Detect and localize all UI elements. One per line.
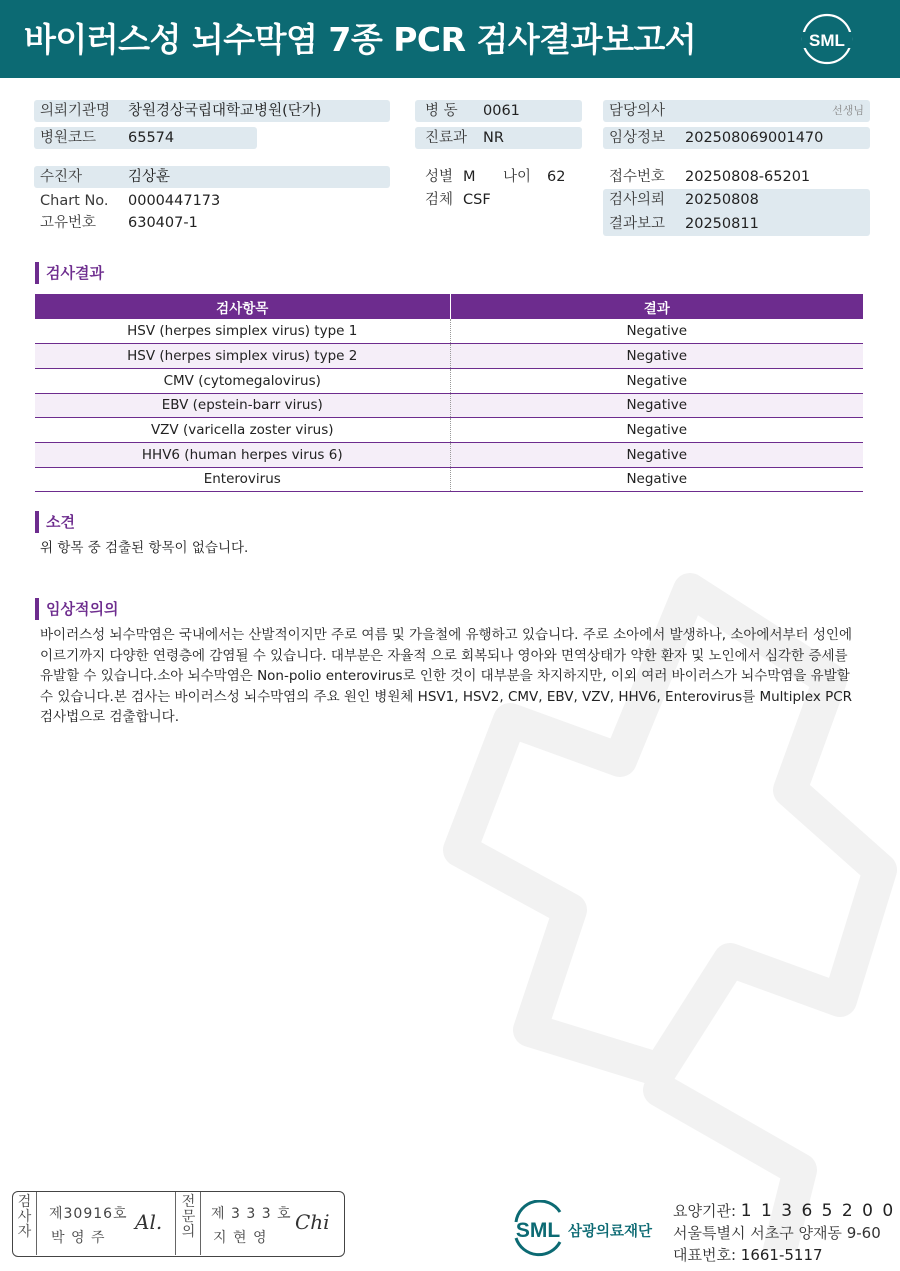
table-row xyxy=(35,368,863,393)
specimen-field xyxy=(415,189,582,211)
institution-code-label: 요양기관: xyxy=(673,1202,737,1220)
row-result: Negative xyxy=(450,467,863,492)
ward-field xyxy=(415,100,582,122)
sex-label: 성별 xyxy=(425,169,454,185)
clinical-line: 검사법으로 검출합니다. xyxy=(40,709,179,725)
ward-value: 0061 xyxy=(483,103,520,119)
chart-no-label: Chart No. xyxy=(40,193,109,209)
doctor-field xyxy=(603,100,870,122)
hospital-code-label: 병원코드 xyxy=(40,130,97,146)
signature-divider xyxy=(175,1192,176,1255)
table-row xyxy=(35,467,863,492)
findings-section-title: 소견 xyxy=(35,511,75,533)
clinical-line: 바이러스성 뇌수막염은 국내에서는 산발적이지만 주로 여름 및 가을철에 유행하고 있습니다. 주로 소아에서 발생하나, 소아에서부터 성인에 xyxy=(40,627,852,643)
department-field xyxy=(415,127,582,149)
examiner-license: 제30916호 xyxy=(49,1206,128,1222)
specialist-role: 전문의 xyxy=(177,1192,201,1255)
sml-logo-icon xyxy=(800,12,854,66)
signature-box xyxy=(12,1191,345,1257)
results-table xyxy=(35,294,863,492)
report-date-value: 20250811 xyxy=(685,216,759,232)
row-result: Negative xyxy=(450,368,863,393)
doctor-label: 담당의사 xyxy=(609,103,666,119)
examiner-name: 박 영 주 xyxy=(51,1230,106,1246)
request-date-label: 검사의뢰 xyxy=(609,192,666,208)
chart-no-value: 0000447173 xyxy=(128,193,221,209)
row-item: HSV (herpes simplex virus) type 2 xyxy=(35,344,450,369)
column-header-result: 결과 xyxy=(450,294,863,319)
department-label: 진료과 xyxy=(425,130,468,146)
patient-field xyxy=(34,166,390,188)
clinical-info-value: 202508069001470 xyxy=(685,130,824,146)
row-item: CMV (cytomegalovirus) xyxy=(35,368,450,393)
results-section-title: 검사결과 xyxy=(35,262,104,284)
age-label: 나이 xyxy=(503,169,532,185)
institution-value: 창원경상국립대학교병원(단가) xyxy=(128,103,322,119)
specimen-value: CSF xyxy=(463,192,491,208)
specialist-signature: Chi xyxy=(295,1210,330,1234)
clinical-line: 이르기까지 다양한 연령층에 감염될 수 있습니다. 대부분은 자율적 으로 회복되나 영아와 면역상태가 약한 환자 및 노인에서 심각한 증세를 xyxy=(40,647,848,664)
report-date-label: 결과보고 xyxy=(609,216,666,232)
row-item: EBV (epstein-barr virus) xyxy=(35,393,450,418)
sml-logo-text: SML xyxy=(809,31,845,50)
report-title: 바이러스성 뇌수막염 7종 PCR 검사결과보고서 xyxy=(24,20,697,59)
unique-no-field xyxy=(34,212,390,234)
table-row xyxy=(35,442,863,467)
table-row xyxy=(35,393,863,418)
institution-code-value: 1 1 3 6 5 2 0 0 xyxy=(740,1201,896,1221)
results-header-row xyxy=(35,294,863,319)
footer-logo-text: SML xyxy=(515,1219,561,1242)
dates-field xyxy=(603,189,870,236)
footer-address: 서울특별시 서초구 양재동 9-60 xyxy=(673,1224,881,1242)
receipt-no-field xyxy=(603,166,870,188)
table-row xyxy=(35,418,863,443)
sex-value: M xyxy=(463,169,476,185)
department-value: NR xyxy=(483,130,504,146)
clinical-line: 유발할 수 있습니다.소아 뇌수막염은 Non-polio enterovirus로 인한 것이 대부분을 차지하지만, 이외 여러 바이러스가 뇌수막염을 유발할 xyxy=(40,668,850,684)
unique-no-label: 고유번호 xyxy=(40,215,97,231)
sex-age-field xyxy=(415,166,582,188)
footer-institution-code xyxy=(673,1200,895,1221)
age-value: 62 xyxy=(547,169,566,185)
table-row xyxy=(35,344,863,369)
patient-value: 김상훈 xyxy=(128,169,171,185)
receipt-no-value: 20250808-65201 xyxy=(685,169,811,185)
request-date-value: 20250808 xyxy=(685,192,759,208)
footer-sml-logo-icon xyxy=(510,1200,660,1258)
doctor-suffix: 선생님 xyxy=(832,104,864,117)
row-item: HHV6 (human herpes virus 6) xyxy=(35,442,450,467)
chart-no-field xyxy=(34,190,390,212)
examiner-role: 검사자 xyxy=(13,1192,37,1255)
row-item: Enterovirus xyxy=(35,467,450,492)
clinical-line: 수 있습니다.본 검사는 바이러스성 뇌수막염의 주요 원인 병원체 HSV1, HSV2, CMV, EBV, VZV, HHV6, Enterovirus를 Multiplex PCR xyxy=(40,688,853,705)
patient-label: 수진자 xyxy=(40,169,83,185)
receipt-no-label: 접수번호 xyxy=(609,169,666,185)
row-result: Negative xyxy=(450,319,863,344)
clinical-text xyxy=(40,625,855,728)
footer-phone xyxy=(673,1244,823,1265)
clinical-info-field xyxy=(603,127,870,149)
table-row xyxy=(35,319,863,344)
report-header xyxy=(0,0,900,78)
examiner-signature: Al. xyxy=(135,1210,163,1234)
institution-field xyxy=(34,100,390,122)
hospital-code-field xyxy=(34,127,257,149)
clinical-section-title: 임상적의의 xyxy=(35,598,118,620)
row-item: VZV (varicella zoster virus) xyxy=(35,418,450,443)
phone-value: 1661-5117 xyxy=(740,1246,823,1264)
specialist-license: 제 3 3 3 호 xyxy=(211,1206,292,1222)
row-result: Negative xyxy=(450,418,863,443)
specialist-name: 지 현 영 xyxy=(213,1230,268,1246)
ward-label: 병 동 xyxy=(425,103,458,119)
findings-text: 위 항목 중 검출된 항목이 없습니다. xyxy=(40,540,249,556)
row-item: HSV (herpes simplex virus) type 1 xyxy=(35,319,450,344)
institution-label: 의뢰기관명 xyxy=(40,103,111,119)
hospital-code-value: 65574 xyxy=(128,130,175,146)
row-result: Negative xyxy=(450,344,863,369)
clinical-info-label: 임상정보 xyxy=(609,130,666,146)
footer-org-name: 삼광의료재단 xyxy=(568,1224,653,1240)
column-header-item: 검사항목 xyxy=(35,294,450,319)
specimen-label: 검체 xyxy=(425,192,454,208)
row-result: Negative xyxy=(450,393,863,418)
row-result: Negative xyxy=(450,442,863,467)
unique-no-value: 630407-1 xyxy=(128,215,198,231)
phone-label: 대표번호: xyxy=(673,1246,737,1264)
